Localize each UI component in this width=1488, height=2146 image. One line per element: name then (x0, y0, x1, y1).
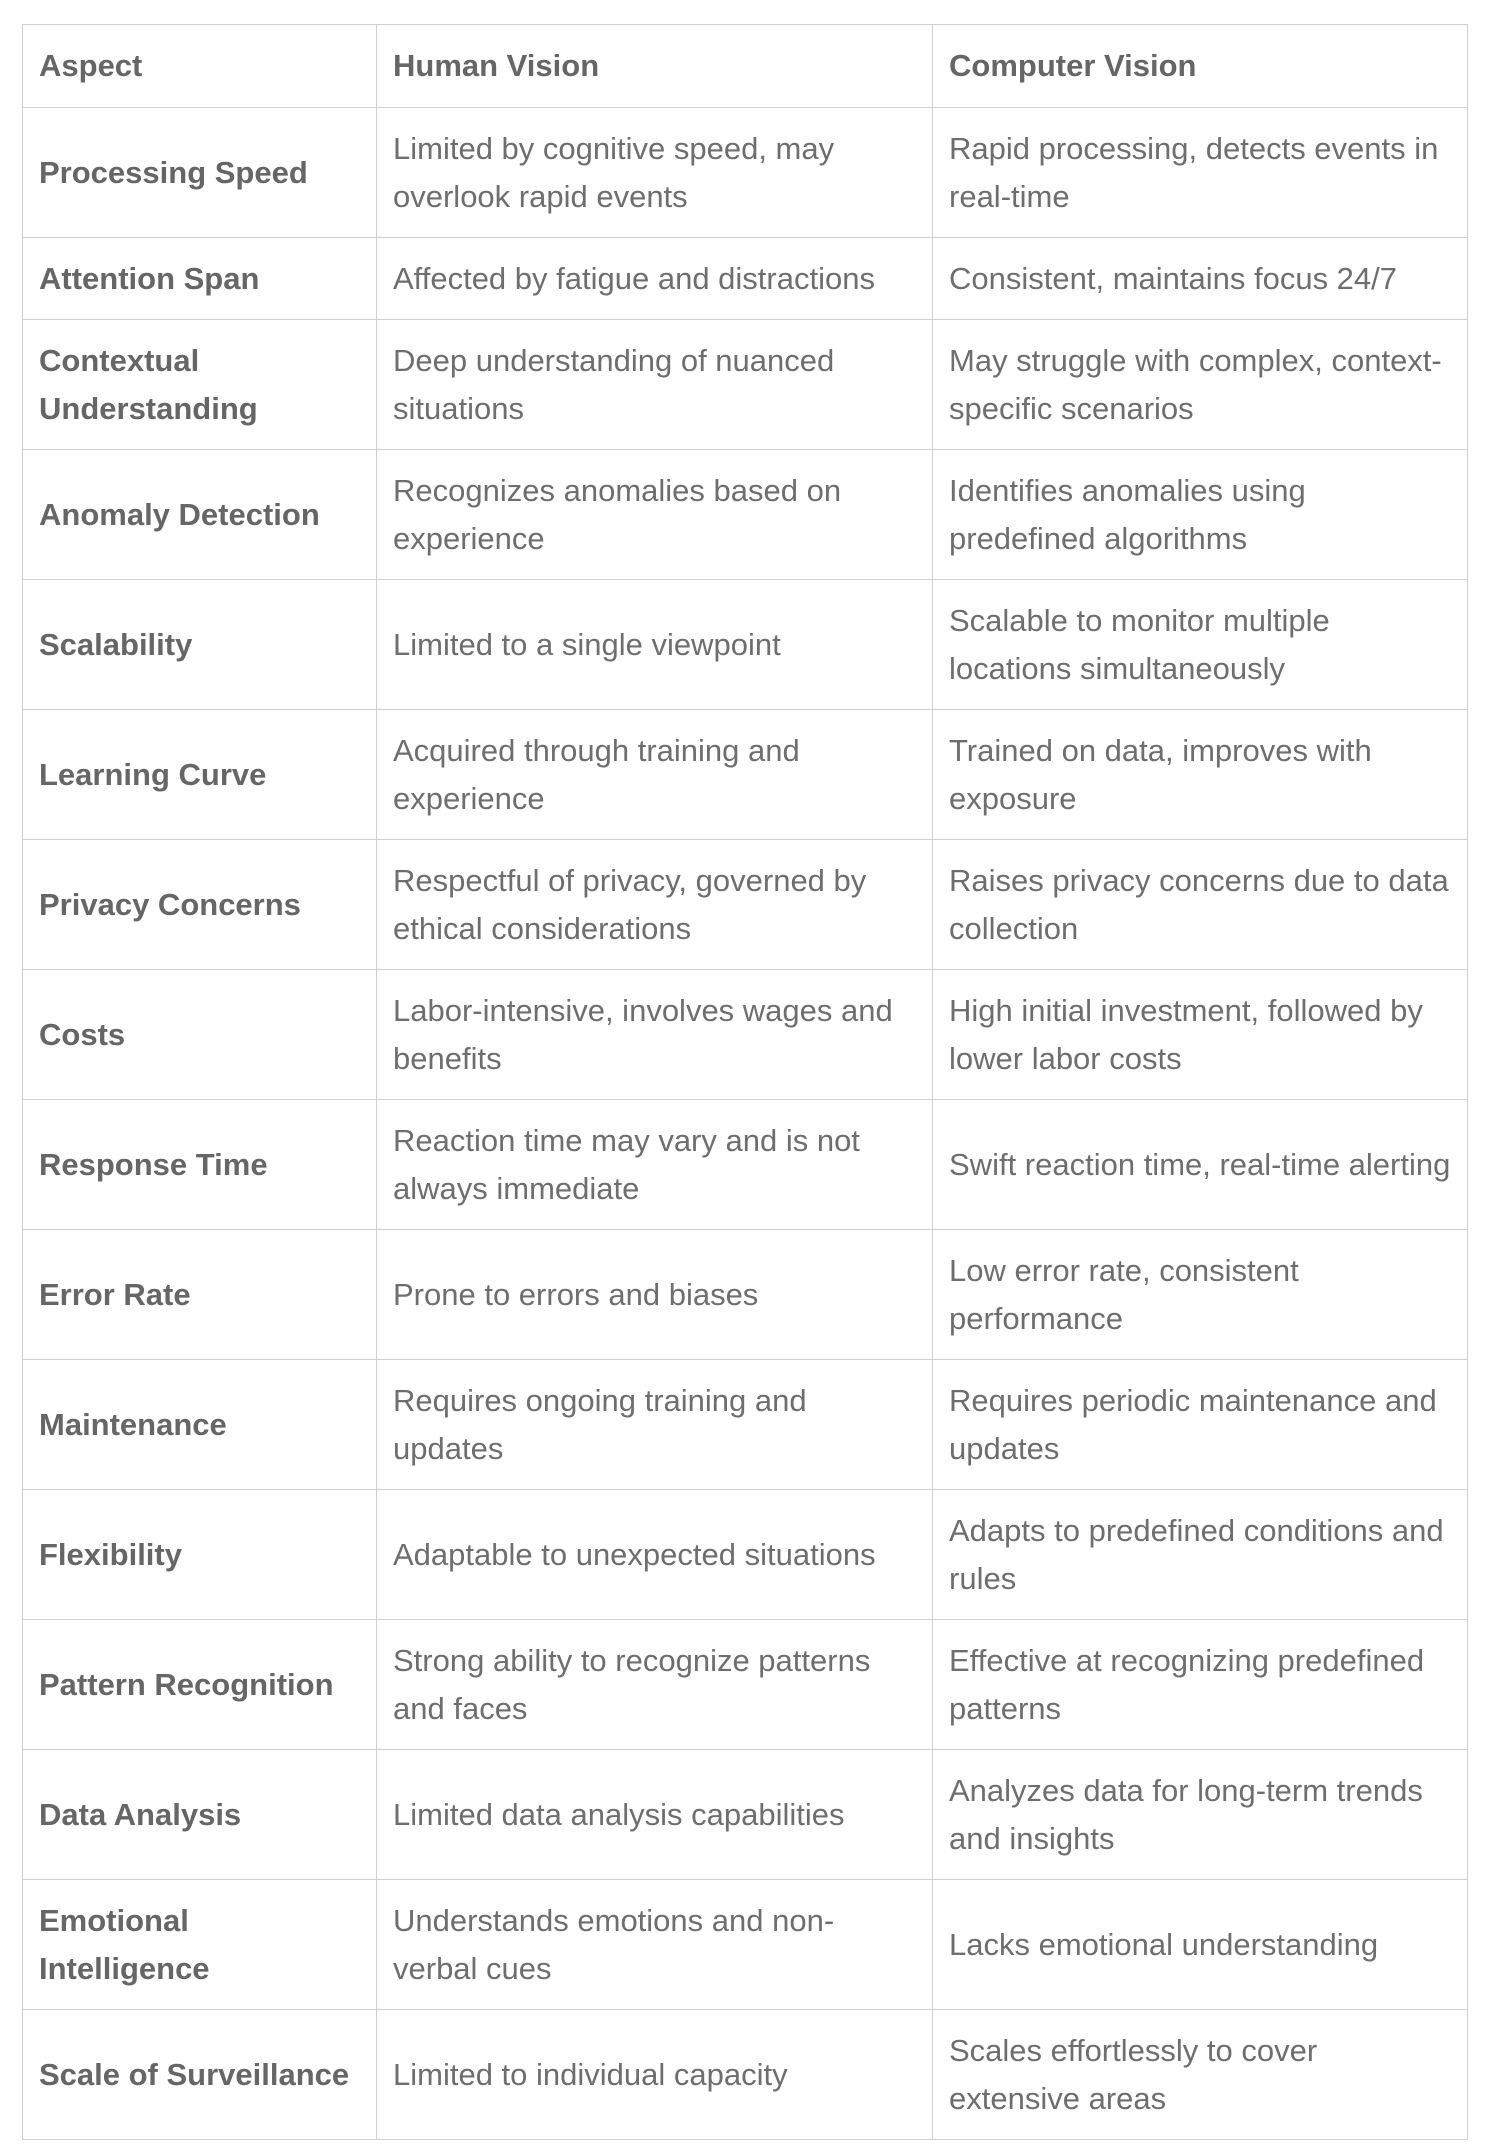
computer-vision-cell: Consistent, maintains focus 24/7 (933, 238, 1468, 320)
comparison-table-container (22, 24, 1467, 2140)
computer-vision-cell: Trained on data, improves with exposure (933, 710, 1468, 840)
table-row (23, 1490, 1468, 1620)
computer-vision-cell: High initial investment, followed by lower labor costs (933, 970, 1468, 1100)
aspect-cell: Anomaly Detection (23, 450, 377, 580)
human-vision-cell: Limited to individual capacity (377, 2010, 933, 2140)
table-row (23, 238, 1468, 320)
table-row (23, 710, 1468, 840)
human-vision-cell: Requires ongoing training and updates (377, 1360, 933, 1490)
human-vision-cell: Labor-intensive, involves wages and benefits (377, 970, 933, 1100)
table-header-row (23, 25, 1468, 108)
table-row (23, 1880, 1468, 2010)
header-human-vision: Human Vision (377, 25, 933, 108)
human-vision-cell: Affected by fatigue and distractions (377, 238, 933, 320)
human-vision-cell: Limited to a single viewpoint (377, 580, 933, 710)
table-row (23, 1230, 1468, 1360)
computer-vision-cell: Scales effortlessly to cover extensive areas (933, 2010, 1468, 2140)
aspect-cell: Emotional Intelligence (23, 1880, 377, 2010)
aspect-cell: Data Analysis (23, 1750, 377, 1880)
human-vision-cell: Deep understanding of nuanced situations (377, 320, 933, 450)
human-vision-cell: Reaction time may vary and is not always immediate (377, 1100, 933, 1230)
table-row (23, 450, 1468, 580)
comparison-table (22, 24, 1468, 2140)
aspect-cell: Costs (23, 970, 377, 1100)
computer-vision-cell: Swift reaction time, real-time alerting (933, 1100, 1468, 1230)
aspect-cell: Flexibility (23, 1490, 377, 1620)
aspect-cell: Pattern Recognition (23, 1620, 377, 1750)
aspect-cell: Privacy Concerns (23, 840, 377, 970)
header-aspect: Aspect (23, 25, 377, 108)
aspect-cell: Maintenance (23, 1360, 377, 1490)
human-vision-cell: Understands emotions and non-verbal cues (377, 1880, 933, 2010)
computer-vision-cell: Effective at recognizing predefined patterns (933, 1620, 1468, 1750)
header-computer-vision: Computer Vision (933, 25, 1468, 108)
computer-vision-cell: May struggle with complex, context-specific scenarios (933, 320, 1468, 450)
aspect-cell: Scale of Surveillance (23, 2010, 377, 2140)
computer-vision-cell: Raises privacy concerns due to data collection (933, 840, 1468, 970)
aspect-cell: Learning Curve (23, 710, 377, 840)
table-row (23, 2010, 1468, 2140)
table-row (23, 580, 1468, 710)
table-row (23, 840, 1468, 970)
computer-vision-cell: Lacks emotional understanding (933, 1880, 1468, 2010)
human-vision-cell: Limited data analysis capabilities (377, 1750, 933, 1880)
aspect-cell: Error Rate (23, 1230, 377, 1360)
computer-vision-cell: Adapts to predefined conditions and rules (933, 1490, 1468, 1620)
computer-vision-cell: Scalable to monitor multiple locations simultaneously (933, 580, 1468, 710)
human-vision-cell: Acquired through training and experience (377, 710, 933, 840)
aspect-cell: Contextual Understanding (23, 320, 377, 450)
table-row (23, 1100, 1468, 1230)
human-vision-cell: Limited by cognitive speed, may overlook rapid events (377, 108, 933, 238)
table-row (23, 108, 1468, 238)
table-row (23, 1750, 1468, 1880)
human-vision-cell: Strong ability to recognize patterns and faces (377, 1620, 933, 1750)
table-row (23, 320, 1468, 450)
computer-vision-cell: Rapid processing, detects events in real-time (933, 108, 1468, 238)
computer-vision-cell: Requires periodic maintenance and updates (933, 1360, 1468, 1490)
human-vision-cell: Prone to errors and biases (377, 1230, 933, 1360)
aspect-cell: Processing Speed (23, 108, 377, 238)
computer-vision-cell: Identifies anomalies using predefined algorithms (933, 450, 1468, 580)
table-row (23, 1620, 1468, 1750)
human-vision-cell: Respectful of privacy, governed by ethical considerations (377, 840, 933, 970)
aspect-cell: Scalability (23, 580, 377, 710)
computer-vision-cell: Analyzes data for long-term trends and insights (933, 1750, 1468, 1880)
human-vision-cell: Adaptable to unexpected situations (377, 1490, 933, 1620)
table-row (23, 970, 1468, 1100)
table-row (23, 1360, 1468, 1490)
human-vision-cell: Recognizes anomalies based on experience (377, 450, 933, 580)
computer-vision-cell: Low error rate, consistent performance (933, 1230, 1468, 1360)
aspect-cell: Response Time (23, 1100, 377, 1230)
aspect-cell: Attention Span (23, 238, 377, 320)
